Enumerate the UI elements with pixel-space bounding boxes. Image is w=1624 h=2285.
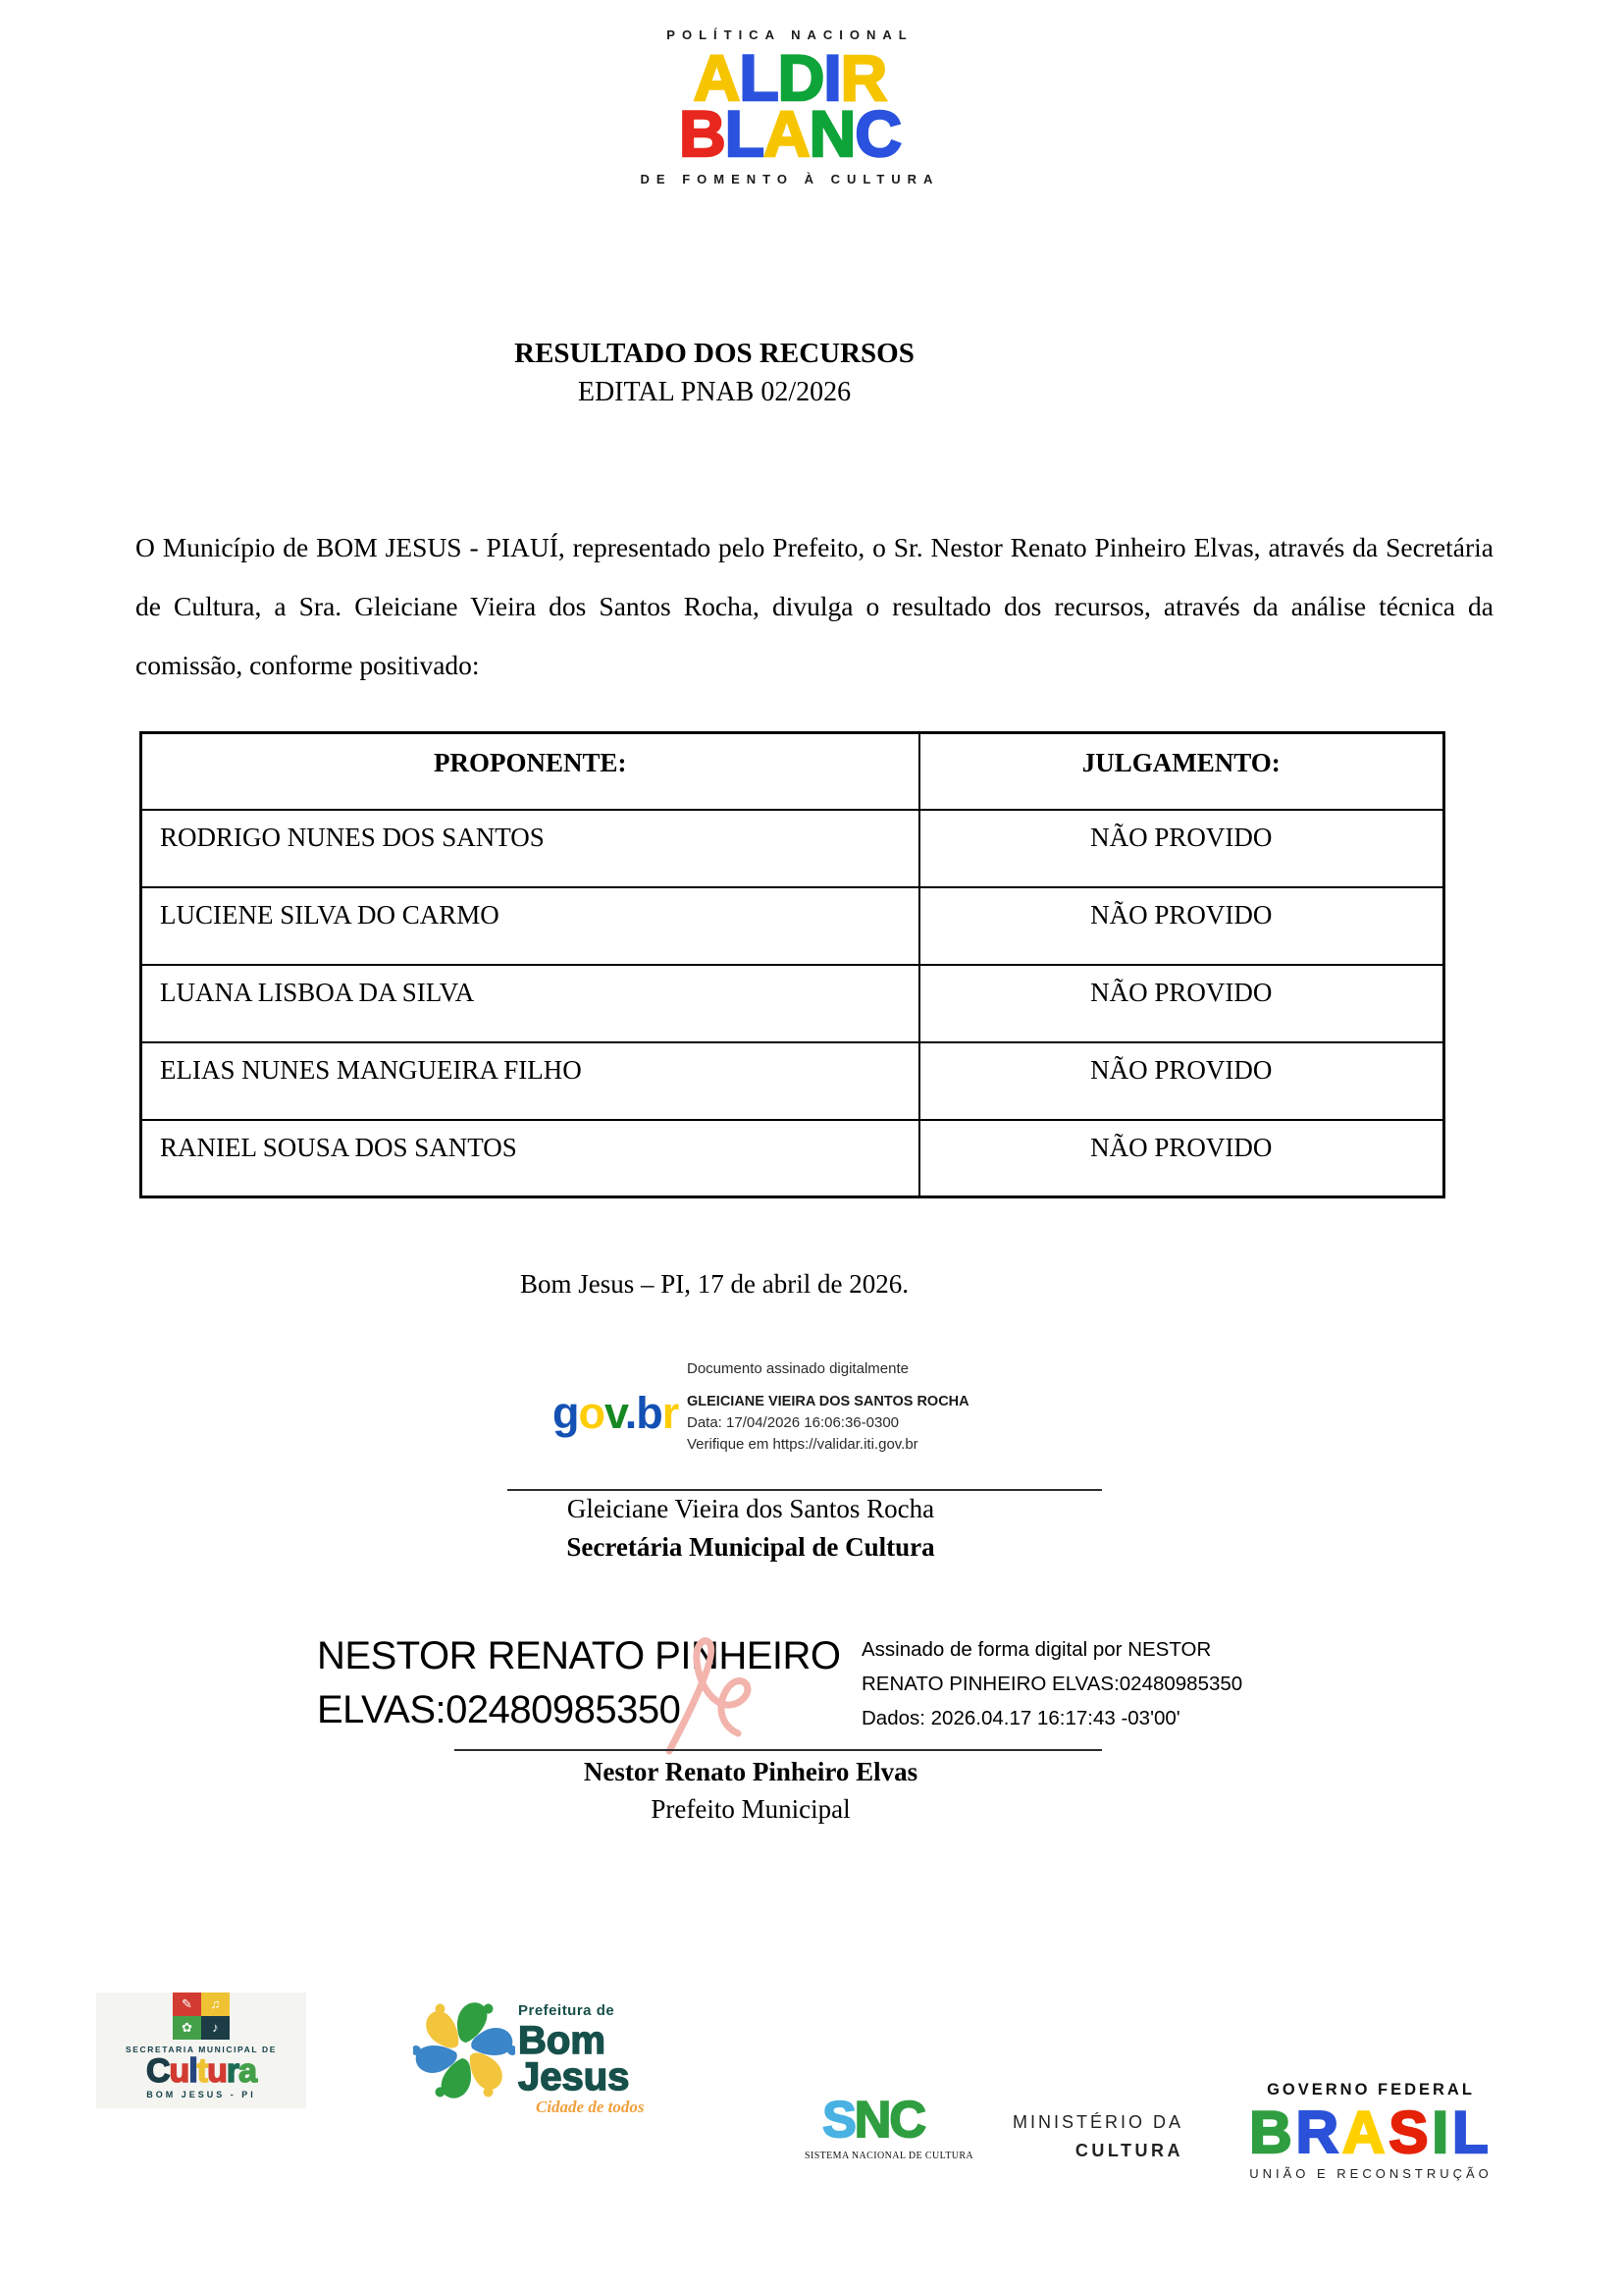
- secretary-name: Gleiciane Vieira dos Santos Rocha: [566, 1494, 935, 1523]
- logo-letter: A: [762, 97, 810, 170]
- governo-federal-heading: GOVERNO FEDERAL: [1267, 2081, 1475, 2099]
- julgamento-cell: NÃO PROVIDO: [919, 887, 1444, 965]
- logo-letter: C: [855, 97, 901, 170]
- govbr-stamp-signer: GLEICIANE VIEIRA DOS SANTOS ROCHA: [687, 1394, 969, 1409]
- logo-letter: ♫: [201, 1993, 230, 2016]
- logo-letter: b: [636, 1388, 662, 1438]
- intro-paragraph: O Município de BOM JESUS - PIAUÍ, representado pelo Prefeito, o Sr. Nestor Renato Pinheiro Elvas, através da Secretária de Cultura, a Sra. Gleiciane Vieira dos Santos Rocha, divulga o resultado dos recursos, através da análise técnica da comissão, conforme positivado:: [135, 532, 1493, 680]
- logo-letter: C: [889, 2092, 924, 2149]
- document-title: [0, 338, 1429, 408]
- logo-letter: D: [777, 41, 824, 114]
- ministerio-line1: MINISTÉRIO DA: [1012, 2112, 1183, 2132]
- signature-rule: [507, 1489, 1102, 1491]
- logo-letter: l: [188, 2052, 197, 2090]
- logo-letter: S: [1388, 2099, 1433, 2165]
- govbr-logo: [552, 1388, 678, 1439]
- table-row: [141, 1120, 1444, 1197]
- logo-letter: L: [739, 41, 778, 114]
- governo-federal-logo: [1220, 2081, 1522, 2181]
- col-header-julgamento: JULGAMENTO:: [919, 733, 1444, 810]
- cultura-logo-heading: SECRETARIA MUNICIPAL DE: [125, 2045, 278, 2054]
- bom-jesus-logo-line2: Bom: [518, 2019, 605, 2062]
- brasil-wordmark: [1220, 2101, 1522, 2164]
- signature-rule: [454, 1749, 1102, 1751]
- aldir-logo-top-text: POLÍTICA NACIONAL: [666, 27, 914, 42]
- signature-flourish-icon: [655, 1631, 763, 1759]
- logo-letter: ✿: [173, 2016, 201, 2040]
- snc-logo-word: [805, 2093, 942, 2148]
- julgamento-cell: NÃO PROVIDO: [919, 1042, 1444, 1120]
- logo-letter: B: [1249, 2099, 1296, 2165]
- aldir-logo-word-blanc: [0, 97, 1580, 170]
- julgamento-cell: NÃO PROVIDO: [919, 810, 1444, 887]
- title-line-1: RESULTADO DOS RECURSOS: [514, 338, 915, 369]
- mayor-signature-block: [0, 1757, 1501, 1825]
- logo-letter: C: [145, 2052, 170, 2090]
- title-line-2: EDITAL PNAB 02/2026: [577, 377, 852, 407]
- results-table: [139, 731, 1445, 1198]
- table-row: [141, 887, 1444, 965]
- logo-letter: .: [624, 1388, 637, 1438]
- logo-letter: ♪: [201, 2016, 230, 2040]
- aldir-blanc-logo: [0, 27, 1580, 186]
- logo-letter: ✎: [173, 1993, 201, 2016]
- governo-federal-tagline: UNIÃO E RECONSTRUÇÃO: [1249, 2166, 1493, 2181]
- logo-letter: o: [578, 1388, 604, 1438]
- cultura-tiles-icon: [173, 1993, 230, 2040]
- proponente-cell: LUCIENE SILVA DO CARMO: [141, 887, 919, 965]
- logo-letter: R: [840, 41, 887, 114]
- julgamento-cell: NÃO PROVIDO: [919, 1120, 1444, 1197]
- mayor-digital-signature-details: [862, 1632, 1333, 1735]
- digital-signature-line-1: NESTOR RENATO PINHEIRO: [317, 1634, 841, 1677]
- logo-letter: a: [238, 2052, 257, 2090]
- ministerio-line2: CULTURA: [1074, 2141, 1183, 2160]
- logo-letter: A: [693, 41, 740, 114]
- logo-letter: R: [1295, 2099, 1342, 2165]
- cultura-logo-word: [96, 2054, 306, 2088]
- logo-letter: u: [207, 2052, 227, 2090]
- logo-letter: L: [1452, 2099, 1493, 2165]
- date-line: Bom Jesus – PI, 17 de abril de 2026.: [520, 1269, 909, 1299]
- govbr-stamp-line: Documento assinado digitalmente: [687, 1360, 909, 1377]
- proponente-cell: RANIEL SOUSA DOS SANTOS: [141, 1120, 919, 1197]
- proponente-cell: ELIAS NUNES MANGUEIRA FILHO: [141, 1042, 919, 1120]
- table-row: [141, 1042, 1444, 1120]
- col-header-proponente: PROPONENTE:: [141, 733, 919, 810]
- table-header-row: [141, 733, 1444, 810]
- logo-letter: u: [169, 2052, 189, 2090]
- logo-letter: v: [604, 1388, 625, 1438]
- logo-letter: S: [822, 2092, 855, 2149]
- logo-letter: t: [196, 2052, 208, 2090]
- secretary-signature-block: [0, 1494, 1501, 1563]
- logo-letter: r: [661, 1388, 679, 1438]
- govbr-stamp-date: Data: 17/04/2026 16:06:36-0300: [687, 1414, 900, 1431]
- cultura-logo-subheading: BOM JESUS - PI: [146, 2090, 256, 2099]
- logo-letter: g: [552, 1388, 579, 1438]
- mayor-name: Nestor Renato Pinheiro Elvas: [583, 1757, 918, 1786]
- digital-signature-detail-3: Dados: 2026.04.17 16:17:43 -03'00': [862, 1707, 1180, 1729]
- govbr-stamp-verify-url: Verifique em https://validar.iti.gov.br: [687, 1436, 918, 1453]
- julgamento-cell: NÃO PROVIDO: [919, 965, 1444, 1042]
- snc-logo: [805, 2092, 974, 2161]
- ministerio-cultura-logo: [969, 2112, 1183, 2161]
- secretary-role: Secretária Municipal de Cultura: [566, 1532, 935, 1562]
- bom-jesus-logo-line1: Prefeitura de: [518, 2002, 615, 2019]
- table-row: [141, 810, 1444, 887]
- logo-letter: L: [724, 97, 763, 170]
- bom-jesus-logo: [518, 2002, 645, 2117]
- digital-signature-line-2: ELVAS:02480985350: [317, 1688, 681, 1731]
- logo-letter: N: [809, 97, 856, 170]
- mayor-role: Prefeito Municipal: [651, 1794, 851, 1824]
- logo-letter: N: [854, 2092, 890, 2149]
- logo-letter: B: [678, 97, 725, 170]
- digital-signature-detail-1: Assinado de forma digital por NESTOR: [862, 1638, 1212, 1661]
- logo-letter: I: [1432, 2099, 1453, 2165]
- proponente-cell: LUANA LISBOA DA SILVA: [141, 965, 919, 1042]
- secretaria-cultura-logo: [96, 1993, 306, 2108]
- govbr-signature-stamp: [687, 1360, 969, 1453]
- snc-logo-caption: SISTEMA NACIONAL DE CULTURA: [805, 2151, 974, 2161]
- logo-letter: r: [226, 2052, 239, 2090]
- bom-jesus-pinwheel-icon: [413, 1996, 515, 2104]
- results-table-wrapper: [139, 731, 1445, 1198]
- table-row: [141, 965, 1444, 1042]
- bom-jesus-logo-tagline: Cidade de todos: [536, 2098, 645, 2116]
- digital-signature-detail-2: RENATO PINHEIRO ELVAS:02480985350: [862, 1673, 1243, 1695]
- logo-letter: A: [1341, 2099, 1389, 2165]
- logo-letter: I: [823, 41, 841, 114]
- aldir-logo-bottom-text: DE FOMENTO À CULTURA: [640, 172, 940, 186]
- proponente-cell: RODRIGO NUNES DOS SANTOS: [141, 810, 919, 887]
- bom-jesus-logo-line3: Jesus: [518, 2055, 630, 2099]
